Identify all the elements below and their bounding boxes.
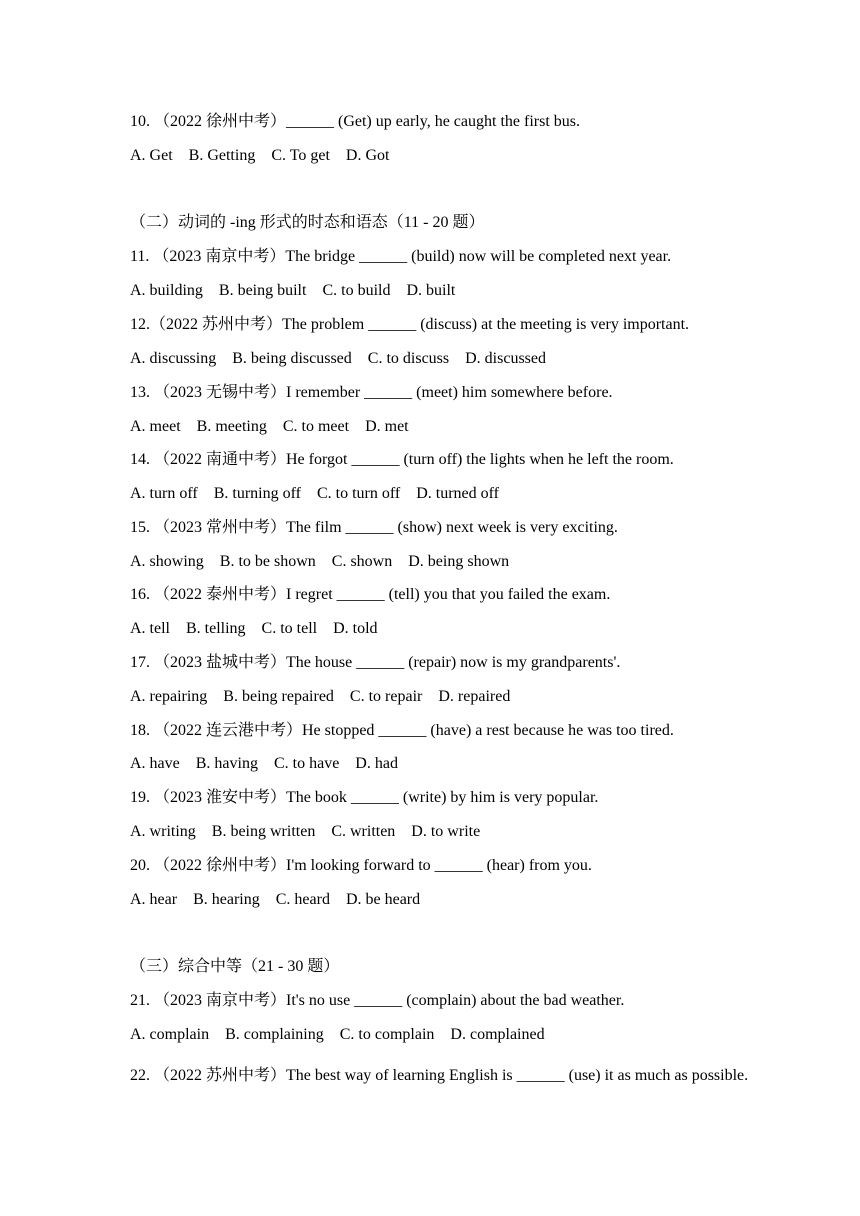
options-21: A. complain B. complaining C. to complain D. complained xyxy=(130,1026,545,1043)
question-11: 11. （2023 南京中考）The bridge ______ (build) now will be completed next year. xyxy=(130,248,672,265)
question-19: 19. （2023 淮安中考）The book ______ (write) by him is very popular. xyxy=(130,789,599,806)
question-17: 17. （2023 盐城中考）The house ______ (repair) now is my grandparents'. xyxy=(130,654,621,671)
options-18: A. have B. having C. to have D. had xyxy=(130,755,398,772)
options-17: A. repairing B. being repaired C. to repair D. repaired xyxy=(130,688,511,705)
question-14: 14. （2022 南通中考）He forgot ______ (turn off) the lights when he left the room. xyxy=(130,451,674,468)
question-20: 20. （2022 徐州中考）I'm looking forward to ______ (hear) from you. xyxy=(130,857,592,874)
question-21: 21. （2023 南京中考）It's no use ______ (complain) about the bad weather. xyxy=(130,992,625,1009)
options-16: A. tell B. telling C. to tell D. told xyxy=(130,620,378,637)
section-heading-3: （三）综合中等（21 - 30 题） xyxy=(130,958,340,975)
question-15: 15. （2023 常州中考）The film ______ (show) next week is very exciting. xyxy=(130,519,618,536)
question-13: 13. （2023 无锡中考）I remember ______ (meet) him somewhere before. xyxy=(130,384,613,401)
options-12: A. discussing B. being discussed C. to discuss D. discussed xyxy=(130,350,547,367)
options-10: A. Get B. Getting C. To get D. Got xyxy=(130,147,390,164)
options-14: A. turn off B. turning off C. to turn off D. turned off xyxy=(130,485,500,502)
options-13: A. meet B. meeting C. to meet D. met xyxy=(130,418,409,435)
options-15: A. showing B. to be shown C. shown D. being shown xyxy=(130,553,510,570)
section-heading-2: （二）动词的 -ing 形式的时态和语态（11 - 20 题） xyxy=(130,214,485,231)
question-12: 12.（2022 苏州中考）The problem ______ (discuss) at the meeting is very important. xyxy=(130,316,690,333)
question-22: 22. （2022 苏州中考）The best way of learning English is ______ (use) it as much as possible. xyxy=(130,1067,749,1084)
question-18: 18. （2022 连云港中考）He stopped ______ (have) a rest because he was too tired. xyxy=(130,722,674,739)
question-16: 16. （2022 泰州中考）I regret ______ (tell) you that you failed the exam. xyxy=(130,586,611,603)
question-10: 10. （2022 徐州中考）______ (Get) up early, he caught the first bus. xyxy=(130,113,580,130)
options-19: A. writing B. being written C. written D. to write xyxy=(130,823,481,840)
options-11: A. building B. being built C. to build D. built xyxy=(130,282,456,299)
options-20: A. hear B. hearing C. heard D. be heard xyxy=(130,891,421,908)
